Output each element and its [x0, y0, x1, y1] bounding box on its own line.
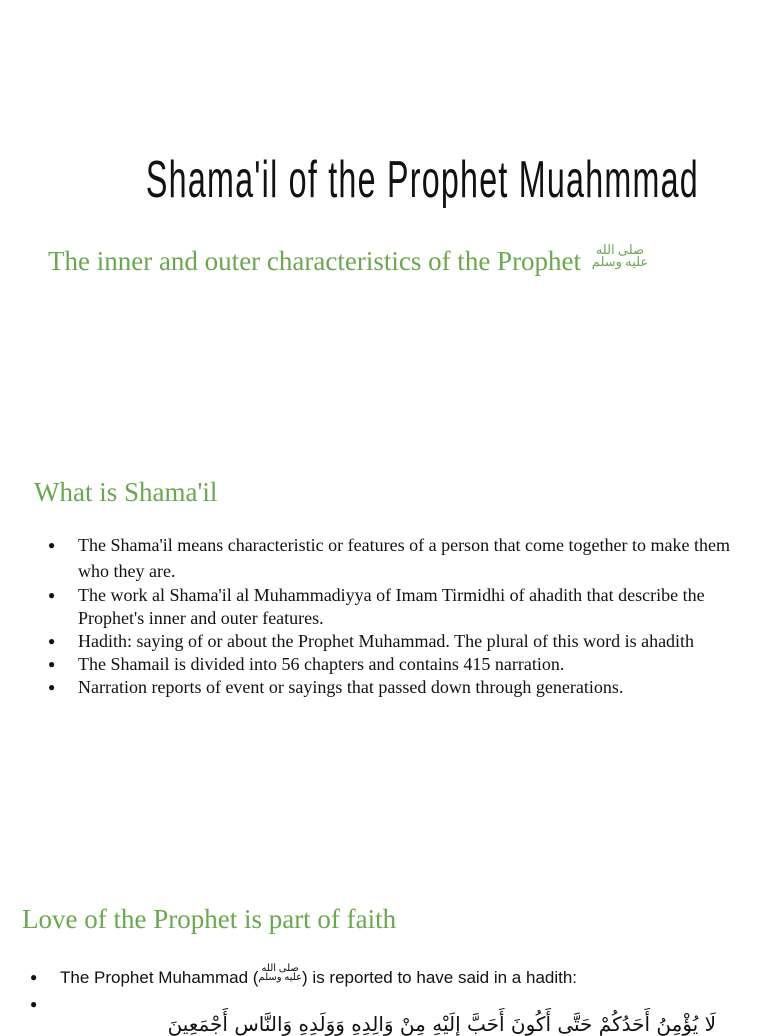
honorific-calligraphy	[258, 964, 302, 982]
list-item: ● The work al Shama'il al Muhammadiyya of Imam Tirmidhi of ahadith that describe the Prophet's inner and outer features.	[48, 584, 748, 630]
page-title: Shama'il of the Prophet Muahmmad	[145, 151, 699, 209]
list-item: ● Narration reports of event or sayings that passed down through generations.	[48, 676, 748, 699]
section-heading-what-is-shamail: What is Shama'il	[34, 477, 218, 507]
subtitle-text: The inner and outer characteristics of the Prophet	[48, 246, 582, 276]
honorific-calligraphy	[592, 244, 648, 268]
arabic-hadith-text: لَا يُؤْمِنُ أَحَدُكُمْ حَتَّى أَكُونَ أَحَبَّ إِلَيْهِ مِنْ وَالِدِهِ وَوَلَدِهِ وَالنَّاسِ أَجْمَعِينَ	[167, 1012, 716, 1036]
list-item: ● The Shamail is divided into 56 chapters and contains 415 narration.	[48, 653, 748, 676]
honorific-top-line: صلى الله	[595, 242, 645, 257]
honorific-top-line: صلى الله	[261, 963, 299, 974]
list-item: ● Hadith: saying of or about the Prophet Muhammad. The plural of this word is ahadith	[48, 630, 748, 653]
page-subtitle	[48, 244, 648, 277]
honorific-bottom-line: عليه وسلم	[258, 972, 303, 983]
hadith-intro-after: ) is reported to have said in a hadith:	[302, 968, 578, 987]
section-heading-love-of-prophet: Love of the Prophet is part of faith	[22, 904, 397, 934]
list-item	[30, 964, 750, 991]
list-item: ● The Shama'il means characteristic or features of a person that come together to make them who they are.	[48, 532, 748, 584]
honorific-bottom-line: عليه وسلم	[591, 254, 649, 269]
what-is-shamail-list	[48, 532, 748, 699]
love-of-prophet-list	[30, 964, 750, 1017]
hadith-intro-before: The Prophet Muhammad (	[60, 968, 259, 987]
